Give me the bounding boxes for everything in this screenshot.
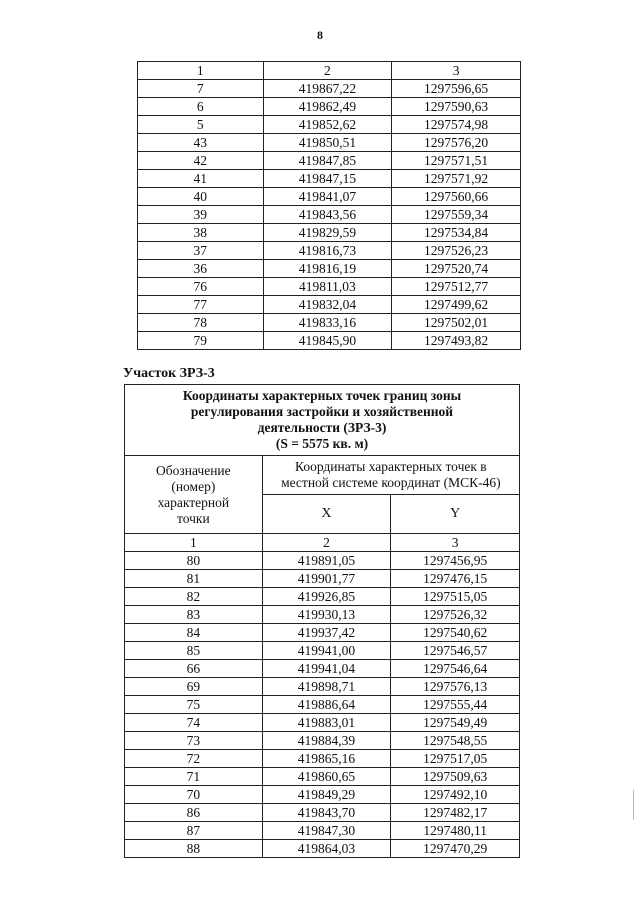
header-line: местной системе координат (МСК-46) xyxy=(281,475,501,490)
point-number-cell: 88 xyxy=(125,840,263,858)
section-title: Участок ЗРЗ-3 xyxy=(123,366,215,381)
point-number-cell: 42 xyxy=(138,152,264,170)
y-coordinate-cell: 1297492,10 xyxy=(391,786,520,804)
y-coordinate-cell: 1297534,84 xyxy=(392,224,521,242)
x-coordinate-cell: 419843,56 xyxy=(263,206,392,224)
coordinates-table-continued xyxy=(137,61,521,350)
y-coordinate-cell: 1297476,15 xyxy=(391,570,520,588)
x-coordinate-cell: 419829,59 xyxy=(263,224,392,242)
table-row xyxy=(125,714,520,732)
table-row xyxy=(125,750,520,768)
table-row xyxy=(138,152,521,170)
point-number-cell: 70 xyxy=(125,786,263,804)
column-number-3: 3 xyxy=(392,62,521,80)
y-coordinate-cell: 1297571,51 xyxy=(392,152,521,170)
column-number-1: 1 xyxy=(125,534,263,552)
point-number-cell: 78 xyxy=(138,314,264,332)
table-row xyxy=(138,80,521,98)
point-number-cell: 81 xyxy=(125,570,263,588)
x-coordinate-cell: 419832,04 xyxy=(263,296,392,314)
table-row xyxy=(125,552,520,570)
y-coordinate-cell: 1297576,20 xyxy=(392,134,521,152)
table-row xyxy=(125,840,520,858)
point-number-cell: 77 xyxy=(138,296,264,314)
x-coordinate-cell: 419833,16 xyxy=(263,314,392,332)
y-coordinate-cell: 1297546,64 xyxy=(391,660,520,678)
header-line: Обозначение xyxy=(156,462,231,478)
header-line: точки xyxy=(176,510,210,526)
table-row xyxy=(125,786,520,804)
point-designation-header xyxy=(125,456,263,534)
x-coordinate-cell: 419901,77 xyxy=(262,570,391,588)
y-coordinate-cell: 1297576,13 xyxy=(391,678,520,696)
table-row xyxy=(125,588,520,606)
y-coordinate-cell: 1297574,98 xyxy=(392,116,521,134)
x-coordinate-cell: 419898,71 xyxy=(262,678,391,696)
y-coordinate-cell: 1297499,62 xyxy=(392,296,521,314)
y-coordinate-cell: 1297526,23 xyxy=(392,242,521,260)
point-number-cell: 5 xyxy=(138,116,264,134)
point-number-cell: 74 xyxy=(125,714,263,732)
table-row xyxy=(138,134,521,152)
point-number-cell: 43 xyxy=(138,134,264,152)
point-number-cell: 79 xyxy=(138,332,264,350)
x-coordinate-cell: 419811,03 xyxy=(263,278,392,296)
table-row xyxy=(138,260,521,278)
y-coordinate-cell: 1297526,32 xyxy=(391,606,520,624)
table-header-row xyxy=(138,62,521,80)
table-row xyxy=(125,768,520,786)
table-row xyxy=(125,570,520,588)
x-coordinate-cell: 419843,70 xyxy=(262,804,391,822)
x-coordinate-cell: 419850,51 xyxy=(263,134,392,152)
table-row xyxy=(138,224,521,242)
table-title xyxy=(125,385,520,456)
table-row xyxy=(125,678,520,696)
x-coordinate-cell: 419849,29 xyxy=(262,786,391,804)
x-coordinate-cell: 419865,16 xyxy=(262,750,391,768)
x-coordinate-cell: 419847,85 xyxy=(263,152,392,170)
table-row xyxy=(138,332,521,350)
y-coordinate-cell: 1297493,82 xyxy=(392,332,521,350)
page-number: 8 xyxy=(317,28,323,42)
x-coordinate-cell: 419845,90 xyxy=(263,332,392,350)
scan-artifact xyxy=(633,790,634,820)
column-number-2: 2 xyxy=(263,62,392,80)
table-row xyxy=(138,296,521,314)
y-coordinate-cell: 1297555,44 xyxy=(391,696,520,714)
x-coordinate-cell: 419816,19 xyxy=(263,260,392,278)
x-coordinate-cell: 419847,15 xyxy=(263,170,392,188)
y-coordinate-cell: 1297559,34 xyxy=(392,206,521,224)
table-row xyxy=(138,278,521,296)
point-number-cell: 75 xyxy=(125,696,263,714)
point-number-cell: 84 xyxy=(125,624,263,642)
point-number-cell: 41 xyxy=(138,170,264,188)
y-coordinate-cell: 1297456,95 xyxy=(391,552,520,570)
x-coordinate-cell: 419860,65 xyxy=(262,768,391,786)
column-number-1: 1 xyxy=(138,62,264,80)
table-row xyxy=(125,732,520,750)
point-number-cell: 83 xyxy=(125,606,263,624)
table-row xyxy=(138,98,521,116)
table-row xyxy=(138,116,521,134)
header-line: Координаты характерных точек в xyxy=(295,459,487,474)
header-line: характерной xyxy=(157,494,230,510)
table-row xyxy=(125,660,520,678)
x-coordinate-cell: 419891,05 xyxy=(262,552,391,570)
point-number-cell: 80 xyxy=(125,552,263,570)
y-coordinate-cell: 1297596,65 xyxy=(392,80,521,98)
table-row xyxy=(125,642,520,660)
y-coordinate-cell: 1297546,57 xyxy=(391,642,520,660)
y-coordinate-cell: 1297520,74 xyxy=(392,260,521,278)
x-coordinate-cell: 419883,01 xyxy=(262,714,391,732)
x-coordinate-cell: 419941,04 xyxy=(262,660,391,678)
table-area-line: (S = 5575 кв. м) xyxy=(275,436,369,451)
table-title-line: деятельности (ЗРЗ-3) xyxy=(257,420,387,435)
point-number-cell: 38 xyxy=(138,224,264,242)
point-number-cell: 36 xyxy=(138,260,264,278)
x-header: X xyxy=(262,495,391,534)
zrz3-coordinates-table xyxy=(124,384,520,858)
table-title-line: регулирования застройки и хозяйственной xyxy=(190,404,454,419)
x-coordinate-cell: 419937,42 xyxy=(262,624,391,642)
x-coordinate-cell: 419926,85 xyxy=(262,588,391,606)
table-row xyxy=(138,188,521,206)
y-coordinate-cell: 1297517,05 xyxy=(391,750,520,768)
table-row xyxy=(138,242,521,260)
x-coordinate-cell: 419886,64 xyxy=(262,696,391,714)
table-row xyxy=(125,804,520,822)
table-row xyxy=(125,624,520,642)
point-number-cell: 66 xyxy=(125,660,263,678)
y-coordinate-cell: 1297515,05 xyxy=(391,588,520,606)
point-number-cell: 37 xyxy=(138,242,264,260)
x-coordinate-cell: 419867,22 xyxy=(263,80,392,98)
table-row xyxy=(125,822,520,840)
point-number-cell: 85 xyxy=(125,642,263,660)
header-line: (номер) xyxy=(171,478,216,494)
x-coordinate-cell: 419852,62 xyxy=(263,116,392,134)
x-coordinate-cell: 419841,07 xyxy=(263,188,392,206)
table-row xyxy=(138,314,521,332)
point-number-cell: 72 xyxy=(125,750,263,768)
point-number-cell: 86 xyxy=(125,804,263,822)
point-number-cell: 40 xyxy=(138,188,264,206)
table-row xyxy=(125,606,520,624)
y-coordinate-cell: 1297482,17 xyxy=(391,804,520,822)
y-coordinate-cell: 1297548,55 xyxy=(391,732,520,750)
y-coordinate-cell: 1297540,62 xyxy=(391,624,520,642)
y-coordinate-cell: 1297571,92 xyxy=(392,170,521,188)
x-coordinate-cell: 419941,00 xyxy=(262,642,391,660)
y-coordinate-cell: 1297480,11 xyxy=(391,822,520,840)
table-title-line: Координаты характерных точек границ зоны xyxy=(182,388,462,403)
column-number-3: 3 xyxy=(391,534,520,552)
column-numbering-row xyxy=(125,534,520,552)
x-coordinate-cell: 419816,73 xyxy=(263,242,392,260)
point-number-cell: 71 xyxy=(125,768,263,786)
y-coordinate-cell: 1297509,63 xyxy=(391,768,520,786)
y-coordinate-cell: 1297590,63 xyxy=(392,98,521,116)
y-coordinate-cell: 1297549,49 xyxy=(391,714,520,732)
point-number-cell: 7 xyxy=(138,80,264,98)
table-row xyxy=(138,170,521,188)
x-coordinate-cell: 419930,13 xyxy=(262,606,391,624)
point-number-cell: 82 xyxy=(125,588,263,606)
table-row xyxy=(138,206,521,224)
y-coordinate-cell: 1297502,01 xyxy=(392,314,521,332)
table-row xyxy=(125,696,520,714)
point-number-cell: 39 xyxy=(138,206,264,224)
x-coordinate-cell: 419884,39 xyxy=(262,732,391,750)
y-header: Y xyxy=(391,495,520,534)
column-number-2: 2 xyxy=(262,534,391,552)
x-coordinate-cell: 419864,03 xyxy=(262,840,391,858)
y-coordinate-cell: 1297470,29 xyxy=(391,840,520,858)
x-coordinate-cell: 419847,30 xyxy=(262,822,391,840)
point-number-cell: 6 xyxy=(138,98,264,116)
x-coordinate-cell: 419862,49 xyxy=(263,98,392,116)
y-coordinate-cell: 1297560,66 xyxy=(392,188,521,206)
point-number-cell: 73 xyxy=(125,732,263,750)
point-number-cell: 76 xyxy=(138,278,264,296)
point-number-cell: 69 xyxy=(125,678,263,696)
point-number-cell: 87 xyxy=(125,822,263,840)
y-coordinate-cell: 1297512,77 xyxy=(392,278,521,296)
coordinates-header xyxy=(262,456,519,495)
